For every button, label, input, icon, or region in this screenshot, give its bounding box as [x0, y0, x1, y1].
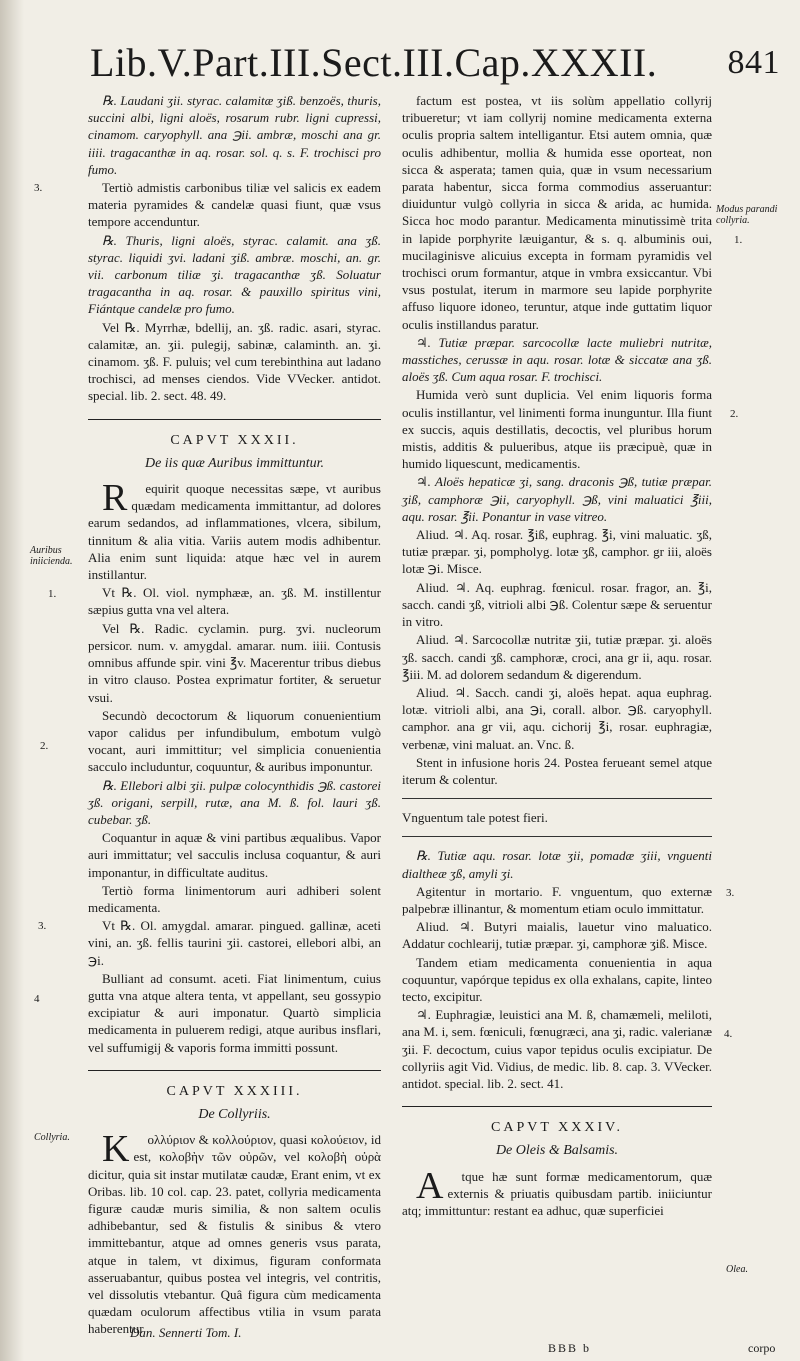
chapter-heading: CAPVT XXXIV.	[491, 1120, 623, 1136]
margin-note-modus: Modus parandi collyria.	[716, 204, 778, 226]
text-paragraph: Coquantur in aquæ & vini partibus æqualibus. Vapor auri immittatur; vel sacculis inclusa coquantur, & auri imponantur, in difficultate auditus.	[88, 830, 381, 880]
text-paragraph: Vt ℞. Ol. amygdal. amarar. pingued. gallinæ, aceti vini, an. ʒß. fellis taurini ʒii. castorei, ellebori albi, an ℈i.	[88, 918, 381, 968]
text-paragraph: Stent in infusione horis 24. Postea ferueant semel atque iterum & colentur.	[402, 754, 712, 787]
margin-number: 3.	[726, 887, 735, 899]
text-paragraph: Aliud. ♃. Aq. euphrag. fœnicul. rosar. fragor, an. ℥i, sacch. candi ʒß, vitrioli albi ℈ß. Colentur sæpe & seruentur in vitro.	[402, 579, 712, 630]
section-divider	[402, 836, 712, 837]
text-paragraph: Vt ℞. Ol. viol. nymphææ, an. ʒß. M. instillentur sæpius gutta vna vel altera.	[88, 585, 381, 618]
chapter-subtitle: De Collyriis.	[198, 1106, 271, 1122]
text-paragraph: ♃. Euphragiæ, leuistici ana M. ß, chamæmeli, meliloti, ana M. i, sem. fœniculi, fœnugræci, ana ʒi, radic. valerianæ ʒii. F. decoctum, cuius vapor tepidus oculis excipiatur. De collyriis agit Vid. Vidius, de medic. lib. 8. cap. 3. VVecker. antidot. special. lib. 2. sect. 41.	[402, 1007, 712, 1091]
running-header	[90, 38, 780, 88]
text-paragraph: Aliud. ♃. Butyri maialis, lauetur vino maluatico. Addatur cochlearij, tutiæ præpar. ʒi, camphoræ ʒiß. Misce.	[402, 919, 712, 952]
text-paragraph: Atque hæ sunt formæ medicamentorum, quæ externis & priuatis quibusdam partib. iniiciuntur atq; immittuntur: restant ea adhuc, quæ superficiei	[402, 1164, 712, 1218]
margin-note-olea: Olea.	[726, 1264, 748, 1275]
catchword: corpo	[748, 1341, 776, 1355]
text-paragraph: Requirit quoque necessitas sæpe, vt auribus quædam medicamenta immittantur, ad dolores earum sedandos, ad inflammationes, vlcera, sibilum, tinnitum & alia vitia. Variis autem modis adhibentur. Alia enim sunt liquida: atque hæc vel in aurem instillantur.	[88, 477, 381, 583]
text-paragraph: Tertiò admistis carbonibus tiliæ vel salicis ex eadem materia pyramides & candelæ quasi fiunt, quæ vsus tempore accenduntur.	[88, 180, 381, 230]
text-paragraph: Vel ℞. Radic. cyclamin. purg. ʒvi. nucleorum persicor. num. v. amygdal. amarar. num. iiii. Contusis omnibus affunde spir. vini ℥v. Macerentur tribus diebus in vitro clauso. Postea exprimatur fortiter, & seruetur vsui.	[88, 620, 381, 705]
text-paragraph: Vel ℞. Myrrhæ, bdellij, an. ʒß. radic. asari, styrac. calamitæ, an. ʒii. pulegij, sabinæ, calaminth. an. ʒi. cinamom. ʒß. F. puluis; vel cum terebinthina aut ladano trochisci, ad menses ciendos. Vide VVecker. antidot. special. lib. 2. sect. 48. 49.	[88, 319, 381, 404]
chapter-heading: CAPVT XXXII.	[170, 432, 299, 448]
header-title: Lib.V.Part.III.Sect.III.Cap.XXXII.	[90, 40, 658, 85]
section-heading: Vnguentum tale potest fieri.	[402, 810, 548, 826]
section-divider	[402, 798, 712, 799]
left-column	[88, 92, 381, 1339]
recipe-paragraph: ℞. Laudani ʒii. styrac. calamitæ ʒiß. benzoës, thuris, succini albi, ligni aloës, rosarum rubr. ligni cupressi, cinamom. caryophyll. ana ℈ii. ambræ, moschi ana gr. iiii. tragacanthæ in aq. rosar. sol. q. s. F. trochisci pro fumo.	[88, 93, 381, 177]
text-paragraph: Agitentur in mortario. F. vnguentum, quo externæ palpebræ illinantur, & momentum etiam oculo immittatur.	[402, 883, 712, 916]
footer-author: Dan. Sennerti Tom. I.	[130, 1325, 242, 1340]
page-gutter-shadow	[0, 0, 24, 1361]
chapter-body	[88, 1128, 381, 1337]
text-paragraph: Aliud. ♃. Aq. rosar. ℥iß, euphrag. ℥i, vini maluatic. ʒß, tutiæ præpar. ʒi, pompholyg. lotæ ʒß, camphor. gr iii, aloës lotæ ℈i. Misce.	[402, 527, 712, 577]
text-paragraph: Secundò decoctorum & liquorum conuenientium vapor calidus per infundibulum, embotum vulgò vocant, auri immittitur; vel simplicia conuenientia sacculo includuntur, coquuntur, & auribus imponuntur.	[88, 707, 381, 775]
chapter-body	[88, 477, 381, 583]
text-paragraph: Humida verò sunt duplicia. Vel enim liquoris forma oculis instillantur, vel linimenti forma inunguntur. Illa fiunt ex succis, aquis destillatis, decoctis, vel pluribus horum mistis, additis & pulueribus, atque iis præcipuè, quæ in humido liquescunt, medicamentis.	[402, 387, 712, 472]
section-divider	[88, 419, 381, 420]
text-paragraph: Aliud. ♃. Sarcocollæ nutritæ ʒii, tutiæ præpar. ʒi. aloës ʒß. sacch. candi ʒß. camphoræ, croci, ana gr ii, aqu. rosar. ℥iii. M. ad dolorem sedandum & digerendum.	[402, 632, 712, 682]
chapter-subtitle: De Oleis & Balsamis.	[495, 1143, 619, 1159]
text-paragraph: Aliud. ♃. Sacch. candi ʒi, aloës hepat. aqua euphrag. lotæ. vitrioli albi, ana ℈i, corall. albor. ℈ß. caryophyll. camphor. ana gr vii, aqu. cichorij ℥i, rosar. euphragiæ, verbenæ, vini maluat. an. Vnc. ß.	[402, 684, 712, 752]
margin-number: 4	[34, 993, 40, 1005]
margin-number: 3.	[38, 920, 47, 932]
margin-number: 2.	[730, 408, 739, 420]
chapter-body	[402, 1164, 712, 1220]
chapter-heading: CAPVT XXXIII.	[166, 1083, 303, 1099]
margin-number: 3.	[34, 182, 43, 194]
signature-mark: BBB b	[548, 1341, 592, 1355]
page-number: 841	[727, 44, 780, 81]
margin-number: 4.	[724, 1028, 733, 1040]
section-divider	[402, 1106, 712, 1107]
text-paragraph: Tandem etiam medicamenta conuenientia in aqua coquuntur, vapórque tepidus ex olla exhalans, capite, linteo tecto, excipitur.	[402, 954, 712, 1004]
recipe-paragraph: ℞. Thuris, ligni aloës, styrac. calamit. ana ʒß. styrac. liquidi ʒvi. ladani ʒiß. ambræ. moschi, an. gr. vii. carbonum tiliæ ʒi. tragacanthæ ʒß. Soluatur tragacantha in aq. rosar. & pauxillo spiritus vini, Fiántque candelæ pro fumo.	[88, 232, 381, 317]
recipe-paragraph: ♃. Aloës hepaticæ ʒi, sang. draconis ℈ß, tutiæ præpar. ʒiß, camphoræ ℈ii, caryophyll. ℈ß, vini maluatici ℥iii, aqu. rosar. ℥ii. Ponantur in vase vitreo.	[402, 474, 712, 524]
chapter-subtitle: De iis quæ Auribus immittuntur.	[144, 455, 325, 471]
text-paragraph: Κολλύριον & κολλούριον, quasi κολούειον, id est, κολοβὴν τῶν οὐρῶν, vel κολοβὴ οὐρὰ dicitur, quia sit instar mutilatæ caudæ, Erant enim, vt ex Oribas. lib. 10 col. cap. 23. patet, collyria medicamenta figuræ caudæ muris similia, & non saltem oculis adhibebantur, sed & fistulis & sinibus & vtero immittebantur, atque ad omnes generis vsus parata, atque in talem, vt diximus, figuram conformata asseruabantur, quibus postea vel integris, vel contritis, vel dissolutis vtebantur. Quâ figura cùm medicamenta quædam oculorum affectibus vtilia in vsum parata haberentur	[88, 1128, 381, 1337]
section-divider	[88, 1070, 381, 1071]
recipe-paragraph: ♃. Tutiæ præpar. sarcocollæ lacte muliebri nutritæ, masstiches, cerussæ in aqu. rosar. lotæ & siccatæ ana ʒß. aloës ʒß. Cum aqua rosar. F. trochisci.	[402, 334, 712, 385]
margin-note-collyria: Collyria.	[34, 1132, 70, 1143]
text-paragraph: Tertiò forma linimentorum auri adhiberi solent medicamenta.	[88, 882, 381, 915]
right-column	[402, 92, 712, 1220]
margin-number: 1.	[734, 234, 743, 246]
margin-number: 1.	[48, 588, 57, 600]
recipe-paragraph: ℞. Tutiæ aqu. rosar. lotæ ʒii, pomadæ ʒiii, vnguenti dialtheæ ʒß, amyli ʒi.	[402, 848, 712, 881]
text-paragraph: factum est postea, vt iis solùm appellatio collyrij tribueretur; vt iam collyrij nomine medicamenta externa oculis propria saltem intelligantur. Etsi autem omnia, quæ oculis adhibentur, mollia & humida esse oporteat, non sicca & asperata; tamen quia, quæ in vsum necessarium parata habentur, sicca forma commodius asseruantur: diuiduntur vulgò collyria in sicca & arida, ac humida. Sicca hoc modo parantur. Medicamenta minutissimè trita in lapide porphyrite læuigantur, & s. q. albuminis oui, mucilaginisve alicuius excepta in formam pyramidis vel trochisci orum formantur, atque in vmbra exsiccantur. Vbi vsus postulat, iterum in marmore seu lapide porphyrite affuso liquore idoneo, teruntur, atque inde guttatim liquor oculis instillandus paratur.	[402, 93, 712, 332]
margin-number: 2.	[40, 740, 49, 752]
text-paragraph: Bulliant ad consumt. aceti. Fiat linimentum, cuius gutta vna atque altera tenta, vt appellant, seu gossypio excipiatur & auri imponatur. Quartò simplicia medicamenta in puluerem redigi, atque auribus insflari, vel suffumigij & vaporis forma immitti possunt.	[88, 970, 381, 1055]
margin-note-auribus: Auribus iniicienda.	[30, 545, 73, 567]
recipe-paragraph: ℞. Ellebori albi ʒii. pulpæ colocynthidis ℈ß. castorei ʒß. origani, serpill, rutæ, ana M. ß. fol. lauri ʒß. cubebar. ʒß.	[88, 777, 381, 827]
